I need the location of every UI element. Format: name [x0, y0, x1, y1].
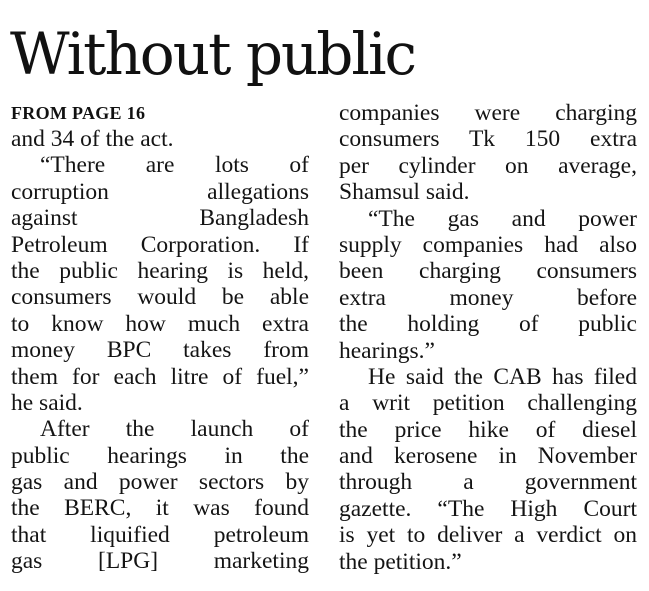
text-line: public hearings in the — [11, 442, 309, 469]
jump-line: FROM PAGE 16 — [11, 103, 146, 123]
text-line: After the launch of — [40, 416, 309, 443]
left-column-lines — [11, 126, 309, 575]
text-line: he said. — [11, 389, 83, 416]
text-line: been charging consumers — [339, 258, 637, 285]
text-line: them for each litre of fuel,” — [11, 363, 309, 390]
text-line: the holding of public — [339, 311, 637, 338]
text-line: per cylinder on average, — [339, 152, 637, 179]
text-line: gas [LPG] marketing — [11, 548, 309, 575]
text-line: and kerosene in November — [339, 443, 637, 470]
text-line: through a government — [339, 469, 637, 496]
headline: Without public — [10, 20, 416, 88]
text-line: companies were charging — [339, 100, 637, 126]
article-column-left — [11, 100, 309, 575]
text-line: a writ petition challenging — [339, 390, 637, 417]
text-line: gazette. “The High Court — [339, 495, 637, 522]
text-line: supply companies had also — [339, 231, 637, 258]
text-line: and 34 of the act. — [11, 126, 174, 152]
text-line: extra money before — [339, 284, 637, 311]
text-line: that liquified petroleum — [11, 521, 309, 548]
text-line: “There are lots of — [40, 152, 309, 179]
text-line: the price hike of diesel — [339, 416, 637, 443]
text-line: the petition.” — [339, 548, 462, 575]
text-line: gas and power sectors by — [11, 469, 309, 496]
text-line: He said the CAB has filed — [368, 363, 637, 390]
text-line: against Bangladesh — [11, 205, 309, 232]
text-line: to know how much extra — [11, 310, 309, 337]
text-line: Petroleum Corporation. If — [11, 231, 309, 258]
text-line: the public hearing is held, — [11, 257, 309, 284]
text-line: corruption allegations — [11, 178, 309, 205]
text-line: “The gas and power — [368, 205, 637, 232]
text-line: the BERC, it was found — [11, 495, 309, 522]
text-line: hearings.” — [339, 337, 435, 364]
text-line: consumers Tk 150 extra — [339, 126, 637, 153]
text-line: money BPC takes from — [11, 337, 309, 364]
right-column-lines — [339, 100, 637, 575]
article-column-right — [339, 100, 637, 575]
text-line: Shamsul said. — [339, 179, 470, 206]
text-line: is yet to deliver a verdict on — [339, 522, 637, 549]
text-line: consumers would be able — [11, 284, 309, 311]
